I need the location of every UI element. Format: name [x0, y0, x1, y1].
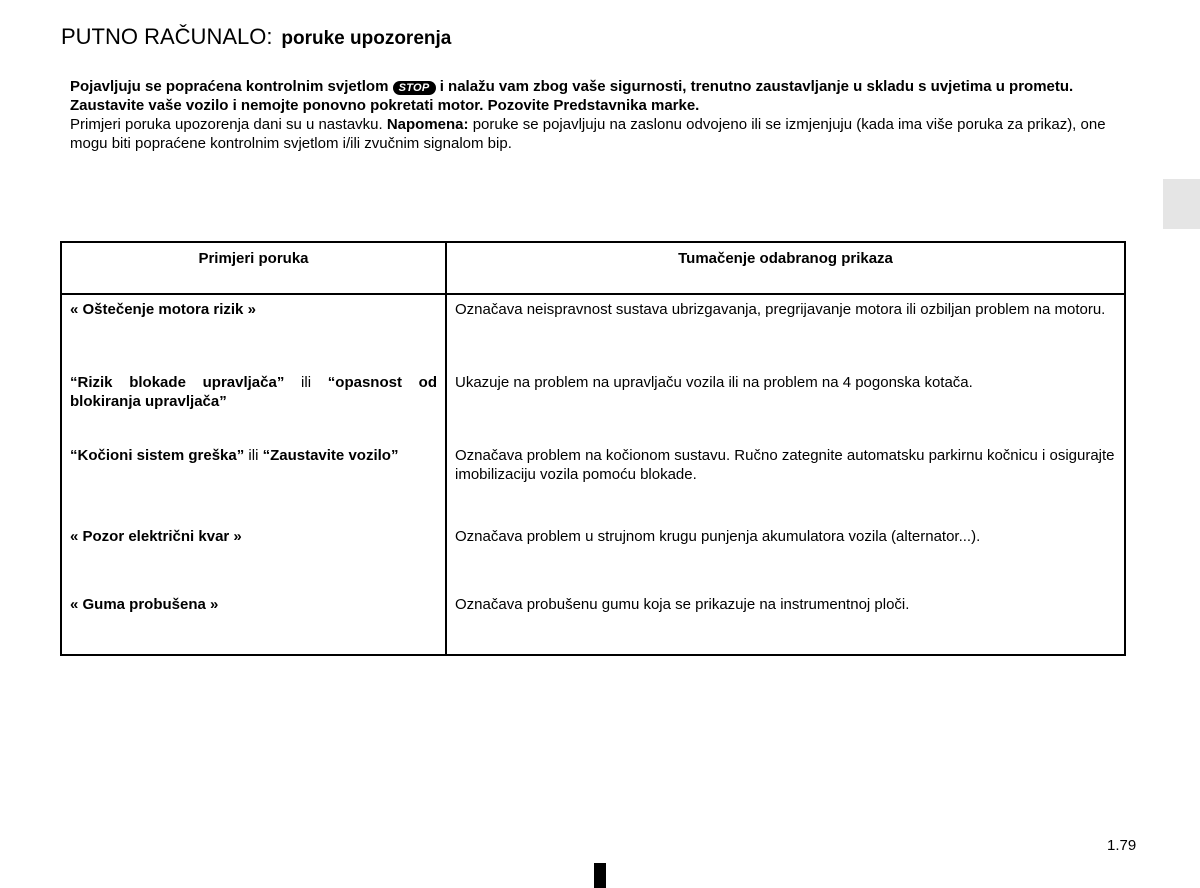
message-connector: ili [284, 374, 328, 391]
table-row [61, 522, 1125, 590]
message-cell [61, 294, 446, 368]
message-text: “Rizik blokade upravljača” [70, 374, 285, 391]
table-row [61, 441, 1125, 522]
description-cell: Označava problem na kočionom sustavu. Ručno zategnite automatsku parkirnu kočnicu i osigurajte imobilizaciju vozila pomoću blokade. [446, 441, 1125, 522]
table-row [61, 294, 1125, 368]
page-edge-marker [594, 863, 606, 888]
message-text-alt: “opasnost od blokiranja upravljača” [70, 374, 437, 410]
page-title [61, 20, 451, 52]
message-text: « Guma probušena » [70, 596, 219, 613]
page-title-main: PUTNO RAČUNALO: [61, 24, 273, 49]
message-text: « Pozor električni kvar » [70, 528, 242, 545]
table-row [61, 368, 1125, 441]
description-cell: Označava problem u strujnom krugu punjenja akumulatora vozila (alternator...). [446, 522, 1125, 590]
message-connector: ili [244, 447, 263, 464]
description-cell: Označava neispravnost sustava ubrizgavanja, pregrijavanje motora ili ozbiljan problem na motoru. [446, 294, 1125, 368]
description-cell: Ukazuje na problem na upravljaču vozila ili na problem na 4 pogonska kotača. [446, 368, 1125, 441]
page-title-sub: poruke upozorenja [281, 28, 452, 49]
intro-text-after-note: poruke se pojavljuju na zaslonu odvojeno ili se izmjenjuju (kada ima više poruka za prikaz), one mogu biti popraćene kontrolnim svjetlom i/ili zvučnim signalom bip. [70, 116, 1106, 152]
intro-warning-paragraph [70, 77, 1120, 115]
intro-examples-paragraph [70, 115, 1120, 153]
message-cell [61, 522, 446, 590]
warning-messages-table [60, 241, 1126, 656]
message-text-alt: “Zaustavite vozilo” [262, 447, 399, 464]
chapter-side-tab [1163, 179, 1200, 229]
message-cell [61, 441, 446, 522]
message-cell [61, 368, 446, 441]
description-cell: Označava probušenu gumu koja se prikazuje na instrumentnoj ploči. [446, 590, 1125, 655]
table-row [61, 590, 1125, 655]
intro-text [70, 77, 1120, 153]
message-cell [61, 590, 446, 655]
intro-bold-before-icon: Pojavljuju se popraćena kontrolnim svjetlom [70, 78, 389, 95]
intro-note-label: Napomena: [386, 116, 469, 133]
table-header-row [61, 242, 1125, 294]
intro-bold-after-icon: i nalažu vam zbog vaše sigurnosti, trenutno zaustavljanje u skladu s uvjetima u prometu. Zaustavite vaše vozilo i nemojte ponovno pokretati motor. Pozovite Predstavnika marke. [70, 78, 1074, 114]
header-examples: Primjeri poruka [61, 242, 446, 294]
message-text: “Kočioni sistem greška” [70, 447, 245, 464]
header-interpretation: Tumačenje odabranog prikaza [446, 242, 1125, 294]
page-number: 1.79 [1107, 837, 1137, 854]
intro-text-before-note: Primjeri poruka upozorenja dani su u nastavku. [70, 116, 383, 133]
message-text: « Oštečenje motora rizik » [70, 301, 256, 318]
stop-warning-icon: STOP [393, 81, 436, 95]
